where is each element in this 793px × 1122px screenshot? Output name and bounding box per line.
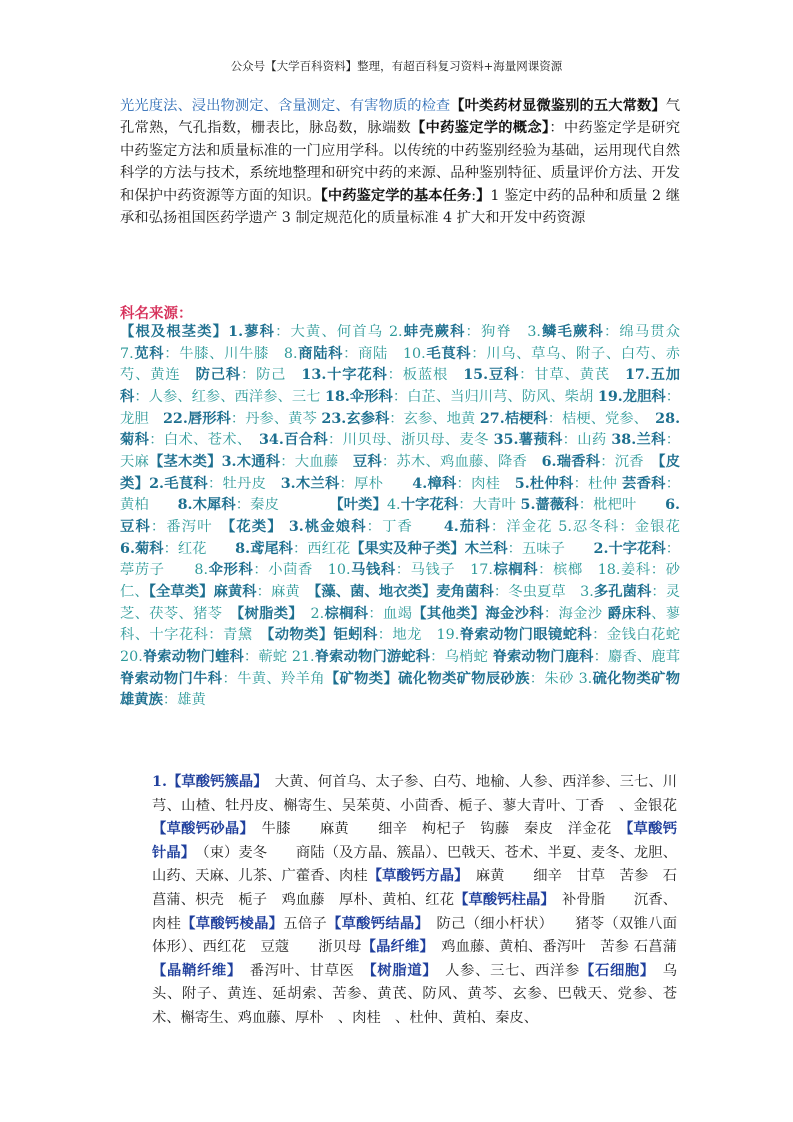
heading-leaf-constants: 【叶类药材显微鉴别的五大常数】 (450, 98, 666, 114)
family-source-paragraph (120, 322, 709, 712)
intro-paragraph (120, 95, 680, 229)
family-term: 4.茄科 (443, 518, 491, 535)
crystal-text: 番泻叶、甘草医 (234, 962, 370, 979)
family-term: 6.瑞香科 (541, 453, 601, 470)
page-header: 公众号【大学百科资料】整理，有超百科复习资料+海量网课资源 (230, 59, 563, 73)
family-term: 2.十字花科 (593, 540, 666, 557)
family-term: 伞形科 (208, 562, 254, 579)
family-text: ：板蓝根 (387, 367, 464, 384)
family-text: ：白芷、当归川芎、防风、柴胡 (392, 388, 598, 405)
family-term: 毛茛科 (425, 345, 472, 362)
family-term: 脊索动物门牛科 (120, 670, 223, 687)
family-text: ：枇杷叶 (578, 497, 666, 514)
family-text: ：川乌、草乌、附子、白芍、赤芍、黄连 (120, 345, 681, 384)
family-text: ：番泻叶 (150, 518, 229, 535)
family-text: ：海金沙 (543, 605, 608, 622)
family-text: ：丁香 (366, 518, 444, 535)
family-text: ：黄柏 (120, 475, 680, 514)
family-term: 商陆科 (297, 345, 344, 362)
family-text: ：肉桂 (456, 475, 515, 492)
family-term: 【皮类】2.毛茛科 (120, 453, 680, 492)
family-term: 【其他类】海金沙科 (412, 605, 544, 622)
family-term: 28.菊科 (120, 410, 681, 449)
crystal-term: 【树脂道】 (369, 962, 431, 979)
family-term: 棕榈科 (324, 605, 369, 622)
family-term: 35.薯蓣科 (493, 432, 563, 449)
family-text: 4. (386, 497, 401, 514)
crystal-term: 【晶鞘纤维】 (152, 962, 235, 979)
intro-text-2: ：中药鉴定学是研究中药鉴定方法和质量标准的一门应用学科。以传统的中药鉴别经验为基础，运用现代自然科学的方法与技术，系统地整理和研究中药的来源、品种鉴别特征、质量评价方法、开发和保护中药资源等方面的知识。 (120, 120, 680, 204)
family-text: ：葶苈子 8. (120, 540, 681, 579)
family-term: 13.十字花科 (301, 367, 388, 384)
crystal-text: （束）麦冬 商陆（及方晶、簇晶）、巴戟天、苍术、半夏、麦冬、龙胆、山药、天麻、儿茶、广藿香、肉桂 (152, 844, 677, 885)
family-term: 18.伞形科 (325, 388, 393, 405)
crystal-term: 【草酸钙针晶】 (152, 821, 677, 861)
family-term: 6.豆科 (120, 497, 680, 535)
family-term: 34.百合科 (258, 432, 329, 449)
family-text: ：防己 (240, 367, 302, 384)
crystal-term: 【草酸钙结晶】 (327, 915, 422, 932)
intro-text-3: : (471, 187, 477, 204)
heading-concept: 【中药鉴定学的概念】 (410, 120, 550, 137)
family-term: 8.鸢尾科 (235, 540, 293, 557)
family-text: ：厚朴 (339, 475, 413, 492)
family-term: 8.木犀科 (177, 497, 236, 514)
family-text: ：丹参、黄芩 (230, 410, 322, 427)
family-term: 脊索动物门鹿科 (492, 648, 594, 665)
family-term: 【全草类】麻黄科 (148, 583, 257, 600)
family-text: ：商陆 10. (343, 345, 426, 362)
family-text: ：牛膝、川牛膝 8. (164, 345, 298, 362)
family-term: 【花类】 3.桃金娘科 (228, 518, 367, 535)
family-source-title: 科名来源： (120, 305, 193, 322)
family-text: ：沉香 (600, 453, 659, 470)
family-term: 鳞毛蕨科 (540, 324, 604, 340)
family-text: ：牛黄、羚羊角 (222, 670, 325, 687)
crystal-text: 乌头、附子、黄连、延胡索、苦参、黄芪、防风、黄芩、玄参、巴戟天、党参、苍术、槲寄生、鸡血藤、厚朴 、肉桂 、杜仲、黄柏、秦皮、 (152, 962, 678, 1026)
crystal-term: 【晶纤维】 (361, 939, 427, 956)
family-text: ：灵芝、茯苓、猪苓 (120, 583, 681, 622)
family-text: ：玄参、地黄 (389, 410, 480, 427)
family-text: ：麝香、鹿茸 (593, 648, 681, 665)
family-text: ：红花 (163, 540, 236, 557)
family-term: 【茎木类】3.木通科 (149, 453, 281, 470)
family-text: ：洋金花 5.忍冬科：金银花 (490, 518, 709, 535)
crystal-term: 【草酸钙方晶】 (367, 868, 462, 885)
family-text: ：天麻 (120, 432, 681, 470)
crystal-term: 【石细胞】 (579, 962, 648, 979)
heading-tasks-close: 】 (476, 187, 491, 204)
family-term: 4.樟科 (412, 475, 457, 492)
family-text: ：小茴香 10. (253, 562, 351, 579)
family-term: 27.桔梗科 (479, 410, 548, 427)
family-term: 15.豆科 (463, 367, 520, 384)
family-term: 防己科 (195, 367, 241, 384)
family-text: ：大黄、何首乌 2. (275, 324, 403, 340)
family-text: ：朱砂 3. (529, 670, 593, 687)
crystal-text: 补骨脂 沉香、肉桂 (152, 891, 677, 932)
family-term: 芸香科 (622, 475, 666, 492)
crystal-text: 牛膝 麻黄 细辛 枸杞子 钩藤 秦皮 洋金花 (246, 821, 627, 838)
family-term: 十字花科 (400, 497, 459, 514)
family-term: 【矿物类】硫化物类矿物辰砂族 (324, 670, 530, 687)
crystal-text: 五倍子 (283, 915, 328, 932)
family-term: 19.龙胆科 (597, 388, 666, 405)
family-term: 【叶类】 (336, 497, 387, 514)
crystal-text: 人参、三七、西洋参 (430, 962, 580, 979)
family-term: 蚌壳蕨科 (402, 324, 466, 340)
crystal-term: 1.【草酸钙簇晶】 (152, 774, 261, 790)
family-text: ：蕲蛇 21. (243, 648, 315, 665)
family-text: ：杜仲 (573, 475, 623, 492)
crystal-paragraph (152, 771, 677, 1031)
heading-tasks: 【中药鉴定学的基本任务 (320, 187, 472, 204)
intro-text-4: 1 鉴定中药的品种和质量 2 继承和弘扬祖国医药学遗产 3 制定规范化的质量标准 4 扩大和开发中药资源 (120, 187, 681, 227)
crystal-text: 防己（细小杆状） 猪苓（双锥八面体形）、西红花 豆蔻 浙贝母 (152, 915, 678, 956)
family-text: ：川贝母、浙贝母、麦冬 (328, 432, 494, 449)
family-term: 多孔菌科 (593, 583, 652, 600)
family-text: ：雄黄 (162, 692, 206, 709)
crystal-term: 【草酸钙棱晶】 (181, 915, 284, 932)
family-term: 23.玄参科 (321, 410, 390, 427)
family-term: 脊索动物门蝰科 (142, 648, 244, 665)
family-term: 22.唇形科 (162, 410, 231, 427)
family-text: ：狗脊 3. (465, 324, 541, 340)
family-term: 脊索动物门眼镜蛇科 (459, 627, 593, 644)
family-text: ：西红花 (293, 540, 351, 557)
family-term: 6.菊科 (120, 540, 164, 557)
family-text: ：金钱白花蛇 20. (120, 627, 695, 665)
family-text: ：大青叶 (458, 497, 521, 514)
family-text: ：五味子 (507, 540, 594, 557)
family-text: ：秦皮 (235, 497, 337, 514)
family-text: ：甘草、黄芪 (519, 367, 625, 384)
family-text: ：冬虫夏草 3. (493, 583, 594, 600)
family-term: 【藻、菌、地衣类】麦角菌科 (314, 583, 494, 600)
family-text: ：马钱子 17. (395, 562, 493, 579)
family-term: 3.木兰科 (280, 475, 340, 492)
intro-blue-text: 光光度法、浸出物测定、含量测定、有害物质的检查 (120, 98, 451, 114)
family-term: 马钱科 (350, 562, 396, 579)
family-term: 苋科 (133, 345, 165, 362)
family-term: 爵床科 (607, 605, 652, 622)
family-term: 17.五加科 (120, 367, 681, 405)
family-text: ：山药 (562, 432, 612, 449)
family-text: 2. (295, 605, 325, 622)
family-text: ：大血藤 (280, 453, 353, 470)
crystal-term: 【草酸钙柱晶】 (454, 891, 548, 908)
family-text: ：龙胆 (120, 388, 681, 427)
crystal-text: 鸡血藤、黄柏、番泻叶 苦参 石菖蒲 (426, 939, 677, 956)
family-term: 脊索动物门游蛇科 (314, 648, 431, 665)
family-term: 5.杜仲科 (514, 475, 574, 492)
family-text: ：乌梢蛇 (430, 648, 493, 665)
crystal-text: 麻黄 细辛 甘草 苦参 石菖蒲、枳壳 栀子 鸡血藤 厚朴、黄柏、红花 (152, 868, 678, 908)
family-text: ：麻黄 (256, 583, 315, 600)
family-term: 38.兰科 (611, 432, 666, 449)
family-term: 硫化物类矿物雄黄族 (120, 670, 681, 709)
crystal-text: 大黄、何首乌、太子参、白芍、地榆、人参、西洋参、三七、川芎、山楂、牡丹皮、槲寄生、吴茱萸、小茴香、栀子、蓼大青叶、丁香 、金银花 (152, 774, 677, 814)
family-text: ：人参、红参、西洋参、三七 (134, 388, 326, 405)
family-text: ：绵马贯众 7. (120, 324, 709, 362)
family-term: 5.蔷薇科 (520, 497, 579, 514)
family-term: 棕榈科 (492, 562, 539, 579)
family-text: ：牡丹皮 (207, 475, 281, 492)
family-term: 【果实及种子类】木兰科 (350, 540, 508, 557)
family-text: ：血竭 (368, 605, 413, 622)
intro-text-1: 气孔常熟，气孔指数，栅表比，脉岛数，脉端数 (120, 98, 681, 137)
family-term: 【动物类】钜蚓科 (267, 627, 378, 644)
family-term: 豆科 (352, 453, 382, 470)
family-text: ：桔梗、党参、 (547, 410, 656, 427)
family-text: ：白术、苍术、 (149, 432, 259, 449)
family-text: ：苏木、鸡血藤、降香 (381, 453, 542, 470)
family-term: 【根及根茎类】1.蓼科 (120, 324, 276, 340)
family-text: ：槟榔 18.姜科：砂仁、 (120, 562, 680, 600)
family-term: 【树脂类】 (237, 605, 296, 622)
family-text: 、蓼科、十字花科：青黛 (120, 605, 681, 644)
crystal-term: 【草酸钙砂晶】 (152, 821, 247, 838)
family-text: ：地龙 19. (377, 627, 460, 644)
